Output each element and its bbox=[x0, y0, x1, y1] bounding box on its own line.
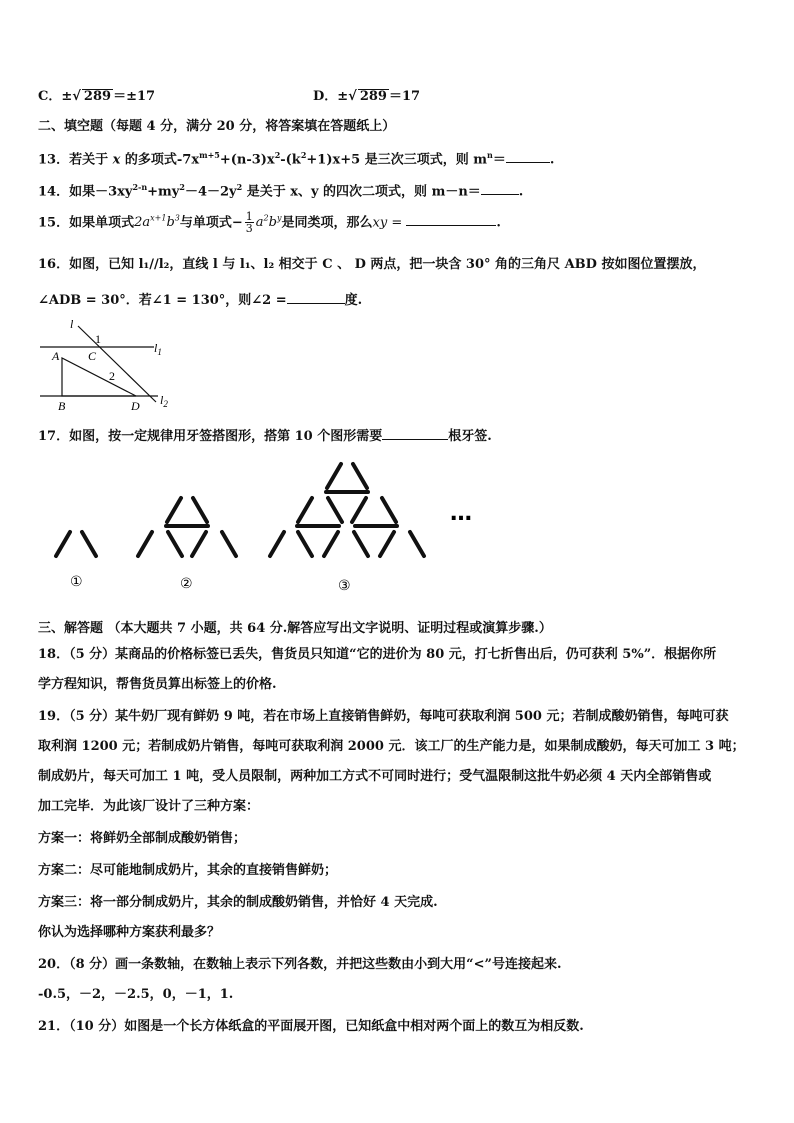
toothpick-figure-3 bbox=[270, 464, 424, 556]
question-18-line-2: 学方程知识，帮售货员算出标签上的价格. bbox=[38, 677, 277, 692]
answer-blank[interactable] bbox=[506, 149, 550, 163]
monomial-2 bbox=[256, 215, 282, 230]
q13-exponent: 2 bbox=[274, 150, 281, 160]
q16-text: 度. bbox=[344, 293, 363, 308]
sqrt-sign: √ bbox=[348, 89, 357, 104]
mono1-base: 2a bbox=[134, 215, 151, 231]
question-20-line-2: -0.5，－2，－2.5，0，－1，1. bbox=[38, 987, 234, 1002]
q13-var: x bbox=[112, 152, 121, 168]
fraction-numerator: 1 bbox=[245, 210, 253, 224]
caption-2: ② bbox=[180, 576, 193, 592]
question-19-plan-2: 方案二：尽可能地制成奶片，其余的直接销售鲜奶； bbox=[38, 863, 338, 878]
question-21-line-1: 21．（10 分）如图是一个长方体纸盒的平面展开图，已知纸盒中相对两个面上的数互为相反数. bbox=[38, 1019, 584, 1034]
label-angle-1: 1 bbox=[95, 332, 101, 346]
answer-blank[interactable] bbox=[382, 426, 448, 440]
q13-exponent: m+5 bbox=[199, 150, 220, 160]
label-d: D bbox=[131, 399, 140, 413]
question-13 bbox=[38, 146, 554, 169]
q13-text: 13．若关于 bbox=[38, 152, 113, 168]
question-19-plan-3: 方案三：将一部分制成奶片，其余的制成酸奶销售，并恰好 4 天完成. bbox=[38, 895, 438, 910]
option-c-radicand: 289 bbox=[83, 89, 112, 104]
mono1-b: b bbox=[166, 215, 175, 231]
label-a: A bbox=[52, 349, 60, 363]
q13-text: +1)x+5 是三次三项式，则 m bbox=[306, 152, 487, 168]
q14-exponent: 2 bbox=[179, 182, 185, 192]
sqrt-sign: √ bbox=[72, 89, 81, 104]
mono1-b-exponent: 3 bbox=[174, 214, 180, 223]
q15-eq: = bbox=[387, 215, 407, 231]
toothpick-figures bbox=[40, 458, 500, 598]
question-19-plan-1: 方案一：将鲜奶全部制成酸奶销售； bbox=[38, 831, 247, 846]
line-l bbox=[78, 326, 156, 402]
option-d-radicand: 289 bbox=[359, 89, 387, 104]
answer-blank[interactable] bbox=[481, 181, 519, 195]
q15-text: 是同类项，那么 bbox=[281, 215, 373, 231]
question-17 bbox=[38, 426, 492, 446]
mono2-b: b bbox=[268, 215, 277, 231]
toothpick-figure-1 bbox=[56, 532, 96, 556]
q17-text: 根牙签. bbox=[448, 429, 492, 444]
ellipsis: … bbox=[450, 501, 472, 526]
q14-text: +my bbox=[147, 184, 180, 200]
label-b: B bbox=[58, 399, 66, 413]
q15-text: 与单项式− bbox=[179, 215, 243, 231]
caption-3: ③ bbox=[338, 578, 351, 594]
question-19-question: 你认为选择哪种方案获利最多？ bbox=[38, 925, 221, 940]
mono2-base: a bbox=[255, 215, 264, 231]
label-c: C bbox=[88, 349, 97, 363]
question-16-line-2 bbox=[38, 290, 362, 310]
label-l1: $l_1$ bbox=[154, 341, 162, 357]
q13-text: . bbox=[549, 152, 555, 168]
section-2-heading: 二、填空题（每题 4 分，满分 20 分，将答案填在答题纸上） bbox=[38, 119, 396, 134]
fraction-denominator: 3 bbox=[245, 222, 253, 236]
option-d-label: D．± bbox=[313, 89, 349, 104]
q14-text: . bbox=[518, 184, 524, 200]
mono2-b-exponent: y bbox=[276, 214, 282, 223]
mono1-exponent: x+1 bbox=[150, 214, 167, 223]
q17-text: 17．如图，按一定规律用牙签搭图形，搭第 10 个图形需要 bbox=[38, 429, 383, 444]
q13-exponent: 2 bbox=[300, 150, 307, 160]
q14-text: 14．如果－3xy bbox=[38, 184, 133, 200]
q12-option-c bbox=[38, 88, 155, 106]
q15-xy: xy bbox=[372, 215, 388, 231]
q12-option-d bbox=[313, 88, 420, 106]
label-l: l bbox=[70, 317, 74, 331]
q13-text: ＝ bbox=[492, 152, 506, 168]
label-l2: $l_2$ bbox=[160, 393, 168, 409]
q15-text: 15．如果单项式 bbox=[38, 215, 135, 231]
triangle-abd bbox=[62, 358, 136, 396]
question-15 bbox=[38, 210, 501, 234]
question-19-line-4: 加工完毕．为此该厂设计了三种方案： bbox=[38, 799, 260, 814]
mono2-exponent: 2 bbox=[263, 214, 269, 223]
q14-exponent: 2 bbox=[236, 182, 243, 192]
q14-text: －4－2y bbox=[184, 184, 237, 200]
q14-exponent: 2-n bbox=[132, 182, 148, 192]
question-14 bbox=[38, 178, 523, 201]
q15-text: . bbox=[496, 215, 501, 231]
answer-blank[interactable] bbox=[287, 290, 345, 304]
q13-text: +(n-3)x bbox=[219, 152, 275, 168]
fraction-one-third bbox=[245, 211, 254, 234]
question-16-line-1: 16．如图，已知 l₁//l₂，直线 l 与 l₁、l₂ 相交于 C 、 D 两点，把一块含 30° 角的三角尺 ABD 按如图位置摆放， bbox=[38, 257, 706, 272]
section-3-heading: 三、解答题 （本大题共 7 小题，共 64 分.解答应写出文字说明、证明过程或演算步骤.） bbox=[38, 621, 552, 636]
q13-text: -(k bbox=[280, 152, 301, 168]
q16-text: ∠ADB = 30°．若∠1 = 130°，则∠2 = bbox=[38, 293, 287, 308]
monomial-1 bbox=[134, 215, 180, 230]
q14-text: 是关于 x、y 的四次二项式，则 m－n＝ bbox=[242, 184, 481, 200]
question-19-line-2: 取利润 1200 元；若制成奶片销售，每吨可获取利润 2000 元．该工厂的生产能力是，如果制成酸奶，每天可加工 3 吨； bbox=[38, 739, 745, 754]
answer-blank[interactable] bbox=[406, 212, 496, 226]
question-19-line-3: 制成奶片，每天可加工 1 吨，受人员限制，两种加工方式不可同时进行；受气温限制这批牛奶必须 4 天内全部销售或 bbox=[38, 769, 712, 784]
question-19-line-1: 19．（5 分）某牛奶厂现有鲜奶 9 吨，若在市场上直接销售鲜奶，每吨可获取利润 500 元；若制成酸奶销售，每吨可获 bbox=[38, 709, 729, 724]
option-d-result: ＝17 bbox=[388, 89, 421, 104]
q13-exponent: n bbox=[487, 150, 493, 160]
toothpick-figure-2 bbox=[138, 498, 236, 556]
label-angle-2: 2 bbox=[109, 369, 115, 383]
question-20-line-1: 20．（8 分）画一条数轴，在数轴上表示下列各数，并把这些数由小到大用“<”号连接起来. bbox=[38, 957, 562, 972]
question-18-line-1: 18．（5 分）某商品的价格标签已丢失，售货员只知道“它的进价为 80 元，打七折售出后，仍可获利 5%”．根据你所 bbox=[38, 647, 717, 662]
caption-1: ① bbox=[70, 574, 83, 590]
option-c-result: ＝±17 bbox=[113, 89, 156, 104]
q13-text: 的多项式-7x bbox=[120, 152, 200, 168]
option-c-label: C．± bbox=[38, 89, 73, 104]
parallel-lines-figure bbox=[36, 316, 186, 416]
